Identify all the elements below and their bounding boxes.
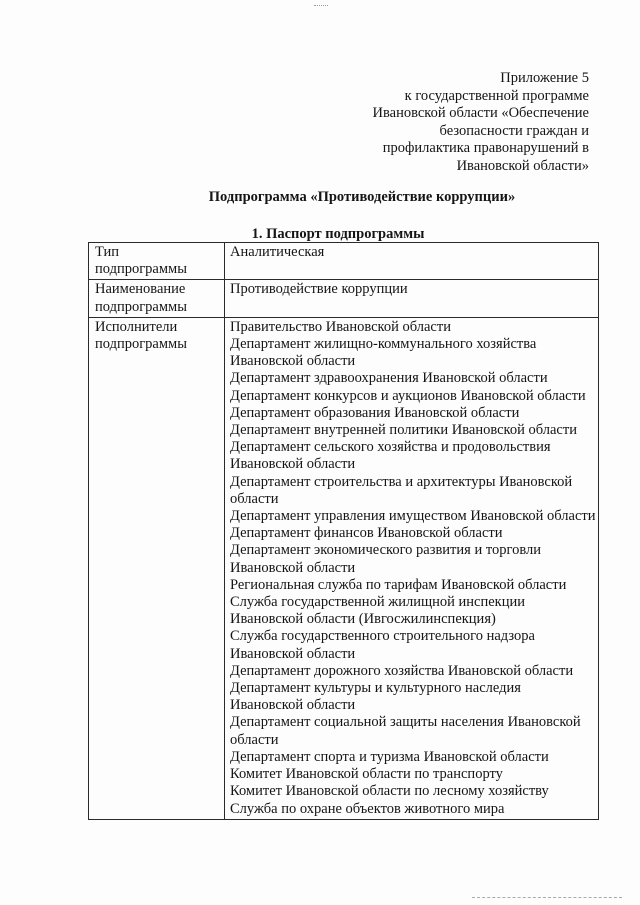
executor-item: Департамент экономического развития и торговли Ивановской области xyxy=(230,542,541,576)
executor-item: Департамент управления имуществом Ивановской области xyxy=(230,508,596,525)
executor-item: Департамент спорта и туризма Ивановской области xyxy=(230,748,549,765)
executor-item: Комитет Ивановской области по лесному хозяйству xyxy=(230,783,549,800)
executor-item: Департамент здравоохранения Ивановской области xyxy=(230,370,548,387)
name-value-cell xyxy=(225,280,599,317)
appendix-line: Ивановской области» xyxy=(456,157,589,174)
table-row-executors xyxy=(89,317,599,819)
type-label-line: подпрограммы xyxy=(95,261,187,278)
table-row-type xyxy=(89,243,599,280)
executor-item: Комитет Ивановской области по транспорту xyxy=(230,766,503,783)
executors-label-line: подпрограммы xyxy=(95,336,187,353)
scan-mark-top xyxy=(314,5,328,9)
name-label-line: подпрограммы xyxy=(95,298,187,315)
executor-item: Департамент жилищно-коммунального хозяйства Ивановской области xyxy=(230,336,537,370)
executor-item: Департамент конкурсов и аукционов Ивановской области xyxy=(230,387,586,404)
executor-item: Департамент строительства и архитектуры Ивановской области xyxy=(230,473,573,507)
executor-item: Департамент образования Ивановской области xyxy=(230,404,520,421)
appendix-line: Приложение 5 xyxy=(500,70,589,86)
executor-item: Департамент сельского хозяйства и продовольствия Ивановской области xyxy=(230,439,551,473)
executor-item: Департамент внутренней политики Ивановской области xyxy=(230,422,577,439)
subprogram-title: Подпрограмма «Противодействие коррупции» xyxy=(208,189,516,205)
name-value: Противодействие коррупции xyxy=(230,281,408,298)
appendix-line: к государственной программе xyxy=(404,87,589,104)
type-label-line: Тип xyxy=(95,244,120,260)
passport-table-title: 1. Паспорт подпрограммы xyxy=(251,226,425,242)
executor-item: Департамент социальной защиты населения Ивановской области xyxy=(230,714,581,748)
appendix-heading xyxy=(289,70,589,176)
executor-item: Региональная служба по тарифам Ивановской области xyxy=(230,576,567,593)
type-value-cell xyxy=(225,243,599,280)
type-label-cell xyxy=(89,243,225,280)
name-label-cell xyxy=(89,280,225,317)
executor-item: Служба государственного строительного надзора Ивановской области xyxy=(230,628,535,662)
type-value: Аналитическая xyxy=(230,244,325,260)
appendix-line: Ивановской области «Обеспечение xyxy=(372,105,589,122)
appendix-line: профилактика правонарушений в xyxy=(382,140,589,157)
executors-list-cell xyxy=(225,317,599,819)
executor-item: Департамент культуры и культурного наследия Ивановской области xyxy=(230,680,521,714)
name-label-line: Наименование xyxy=(95,281,186,298)
executor-item: Правительство Ивановской области xyxy=(230,318,451,335)
executors-label-line: Исполнители xyxy=(95,318,178,335)
executors-label-cell xyxy=(89,317,225,819)
appendix-line: безопасности граждан и xyxy=(439,122,589,139)
executor-item: Департамент финансов Ивановской области xyxy=(230,525,503,542)
executor-item: Служба государственной жилищной инспекции Ивановской области (Ивгосжилинспекция) xyxy=(230,594,526,628)
executor-item: Департамент дорожного хозяйства Ивановской области xyxy=(230,662,574,679)
table-row-name xyxy=(89,280,599,317)
passport-table xyxy=(88,242,599,820)
executor-item: Служба по охране объектов животного мира xyxy=(230,800,505,817)
scan-mark-bottom xyxy=(472,897,622,900)
